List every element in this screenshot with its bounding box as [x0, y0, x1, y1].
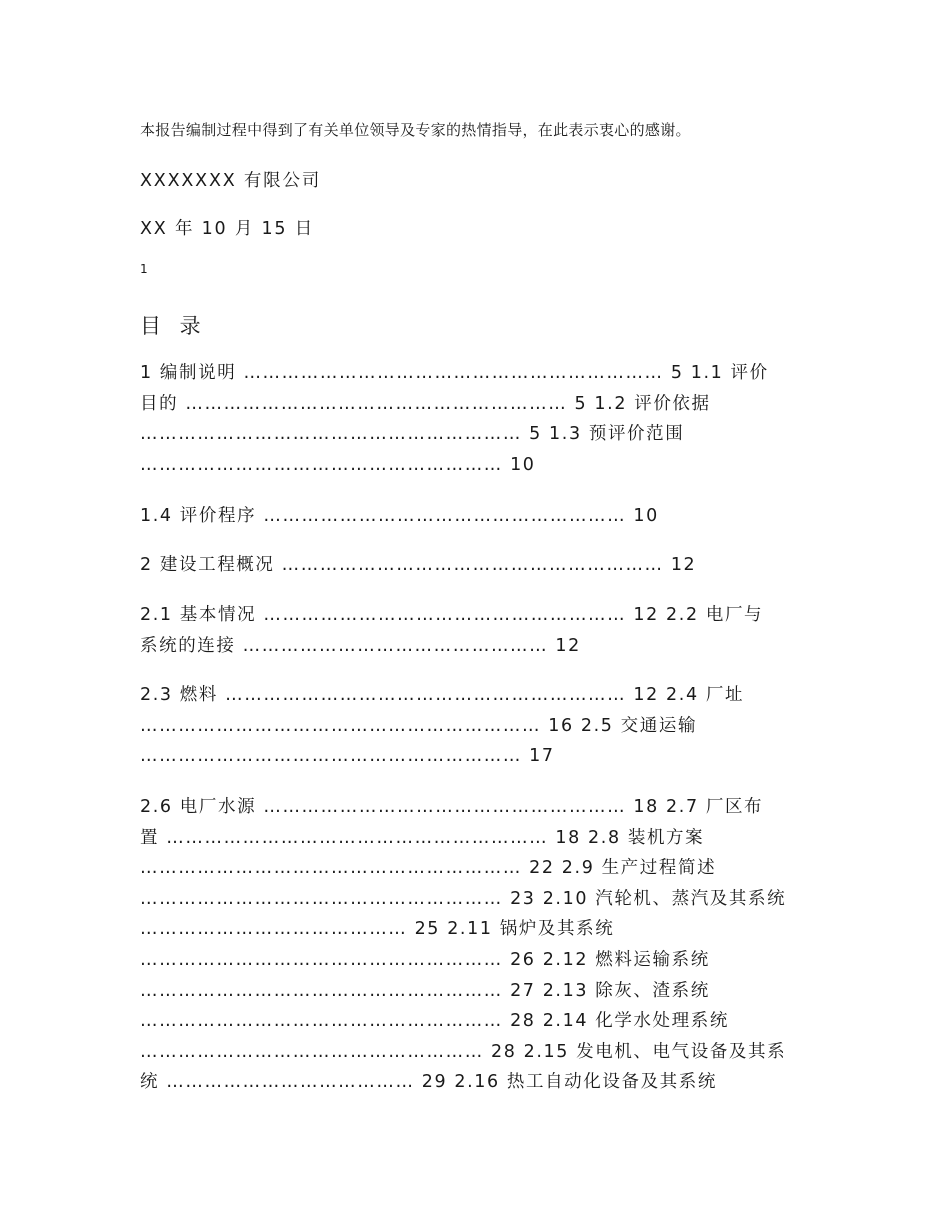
toc-line[interactable]: …………………………………………………… 22 2.9 生产过程简述 [140, 858, 717, 879]
toc-block [140, 600, 815, 661]
toc-line[interactable]: 2.6 电厂水源 ………………………………………………… 18 2.7 厂区布 [140, 797, 764, 817]
toc-line[interactable]: 1 编制说明 ………………………………………………………… 5 1.1 评价 [140, 363, 769, 383]
toc-block [140, 358, 815, 480]
toc-line[interactable]: ………………………………………………… 27 2.13 除灰、渣系统 [140, 980, 710, 1001]
company-name: XXXXXXX 有限公司 [140, 171, 322, 191]
toc-line[interactable]: 1.4 评价程序 ………………………………………………… 10 [140, 506, 659, 526]
toc-line[interactable]: 目的 …………………………………………………… 5 1.2 评价依据 [140, 393, 711, 414]
toc-line[interactable]: ………………………………………………… 10 [140, 454, 536, 475]
toc-line[interactable]: ……………………………………………… 28 2.15 发电机、电气设备及其系 [140, 1041, 787, 1062]
toc-line[interactable]: ………………………………………………… 28 2.14 化学水处理系统 [140, 1011, 729, 1032]
toc-line[interactable]: 统 ………………………………… 29 2.16 热工自动化设备及其系统 [140, 1072, 717, 1093]
report-date: XX 年 10 月 15 日 [140, 219, 315, 239]
toc-line[interactable]: …………………………………… 25 2.11 锅炉及其系统 [140, 919, 615, 940]
toc-line[interactable]: ………………………………………………… 23 2.10 汽轮机、蒸汽及其系统 [140, 888, 787, 909]
toc-line[interactable]: …………………………………………………… 17 [140, 746, 555, 767]
page-number: 1 [140, 262, 148, 276]
toc-line[interactable]: 2.3 燃料 ……………………………………………………… 12 2.4 厂址 [140, 685, 745, 705]
toc-block [140, 680, 815, 772]
toc-heading: 目 录 [140, 314, 207, 338]
acknowledgement-text: 本报告编制过程中得到了有关单位领导及专家的热情指导，在此表示衷心的感谢。 [140, 121, 691, 139]
toc-block [140, 792, 815, 1098]
toc-line[interactable]: 2 建设工程概况 …………………………………………………… 12 [140, 555, 697, 575]
toc-line[interactable]: 置 …………………………………………………… 18 2.8 装机方案 [140, 827, 705, 848]
toc-line[interactable]: …………………………………………………… 5 1.3 预评价范围 [140, 424, 685, 445]
toc-line[interactable]: ……………………………………………………… 16 2.5 交通运输 [140, 715, 698, 736]
toc-line[interactable]: 2.1 基本情况 ………………………………………………… 12 2.2 电厂与 [140, 605, 764, 625]
toc-line[interactable]: 系统的连接 ………………………………………… 12 [140, 635, 581, 656]
toc-block [140, 501, 815, 532]
toc-line[interactable]: ………………………………………………… 26 2.12 燃料运输系统 [140, 949, 710, 970]
toc-block [140, 550, 815, 581]
